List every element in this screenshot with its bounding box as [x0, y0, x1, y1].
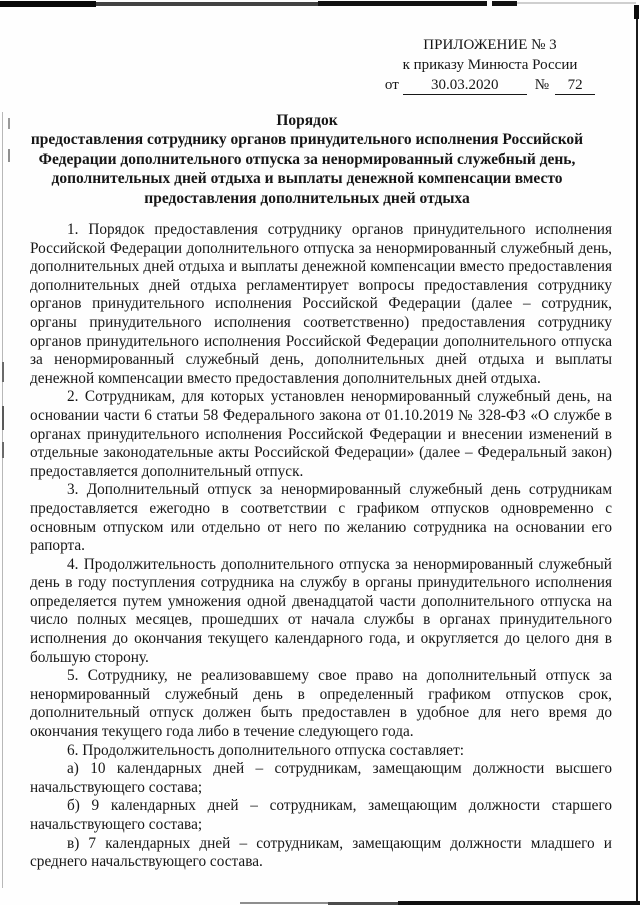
scan-edge-left-dash	[2, 406, 4, 430]
title-subtitle: предоставления сотруднику органов принудительного исполнения Российской Федерации дополнительного отпуска за ненормированный служебный день, дополнительных дней отдыха и выплаты денежной компенсации вместо предоставления дополнительных дней отдыха	[30, 131, 584, 207]
appendix-order-reference: к приказу Минюста России	[402, 56, 578, 73]
title-heading: Порядок	[276, 111, 338, 129]
paragraph-3: 3. Дополнительный отпуск за ненормированный служебный день сотрудникам предоставляется ежегодно в соответствии с графиком отпусков одновременно с основным отпуском или отдельно от него по желанию сотрудника на основании его рапорта.	[30, 481, 612, 555]
scan-edge-top-segment	[492, 1, 517, 6]
document-title	[30, 111, 584, 209]
document-body	[30, 221, 612, 872]
appendix-number-sign: №	[534, 77, 550, 93]
appendix-label: ПРИЛОЖЕНИЕ № 3	[423, 37, 557, 53]
scan-edge-top-segment	[0, 1, 96, 7]
paragraph-2: 2. Сотрудникам, для которых установлен ненормированный служебный день, на основании части 6 статьи 58 Федерального закона от 01.10.2019 № 328-ФЗ «О службе в органах принудительного исполнения Российской Федерации и внесении изменений в отдельные законодательные акты Российской Федерации» (далее – Федеральный закон) предоставляется дополнительный отпуск.	[30, 388, 612, 480]
appendix-date-row	[364, 76, 616, 96]
list-item-v: в) 7 календарных дней – сотрудникам, замещающим должности младшего и среднего начальствующего состава.	[30, 834, 612, 871]
scan-edge-left-dash	[2, 442, 4, 458]
paragraph-5: 5. Сотруднику, не реализовавшему свое право на дополнительный отпуск за ненормированный служебный день в определенный графиком отпусков срок, дополнительный отпуск должен быть предоставлен в удобное для него время до окончания текущего года либо в течение следующего года.	[30, 667, 612, 741]
appendix-block	[364, 36, 616, 96]
list-item-b: б) 9 календарных дней – сотрудникам, замещающим должности старшего начальствующего состава;	[30, 797, 612, 833]
scan-speck	[8, 118, 10, 129]
scan-edge-right	[636, 9, 638, 903]
paragraph-1: 1. Порядок предоставления сотруднику органов принудительного исполнения Российской Федерации дополнительного отпуска за ненормированный служебный день, дополнительных дней отдыха и выплаты денежной компенсации вместо предоставления дополнительных дней отдыха регламентирует вопросы предоставления сотруднику органов принудительного исполнения Российской Федерации (далее – сотрудник, органы принудительного исполнения соответственно) предоставления сотруднику органов принудительного исполнения Российской Федерации дополнительного отпуска за ненормированный служебный день, дополнительных дней отдыха и выплаты денежной компенсации вместо предоставления дополнительных дней отдыха.	[30, 221, 612, 387]
scan-edge-left	[2, 112, 3, 888]
scan-edge-bottom-segment	[240, 902, 328, 904]
scan-edge-left-dash	[2, 362, 4, 382]
scan-edge-bottom-segment	[398, 901, 640, 905]
paragraph-6: 6. Продолжительность дополнительного отпуска составляет:	[67, 741, 465, 759]
scan-edge-top-segment	[96, 2, 318, 6]
list-item-a: а) 10 календарных дней – сотрудникам, замещающим должности высшего начальствующего состава;	[30, 760, 612, 796]
appendix-number-value: 72	[555, 77, 595, 95]
scan-edge-top-segment	[318, 1, 487, 6]
appendix-date-value: 30.03.2020	[403, 77, 527, 95]
paragraph-4: 4. Продолжительность дополнительного отпуска за ненормированный служебный день в году поступления сотрудника на службу в органы принудительного исполнения определяется путем умножения одной двенадцатой части дополнительного отпуска на число полных месяцев, прошедших от начала службы в органах принудительного исполнения до окончания текущего календарного года, и округляется до целого дня в большую сторону.	[30, 555, 612, 666]
appendix-from-label: от	[384, 77, 399, 93]
scan-edge-right-notch	[634, 5, 639, 19]
scan-speck	[8, 149, 10, 162]
scan-edge-top-segment	[517, 2, 636, 4]
